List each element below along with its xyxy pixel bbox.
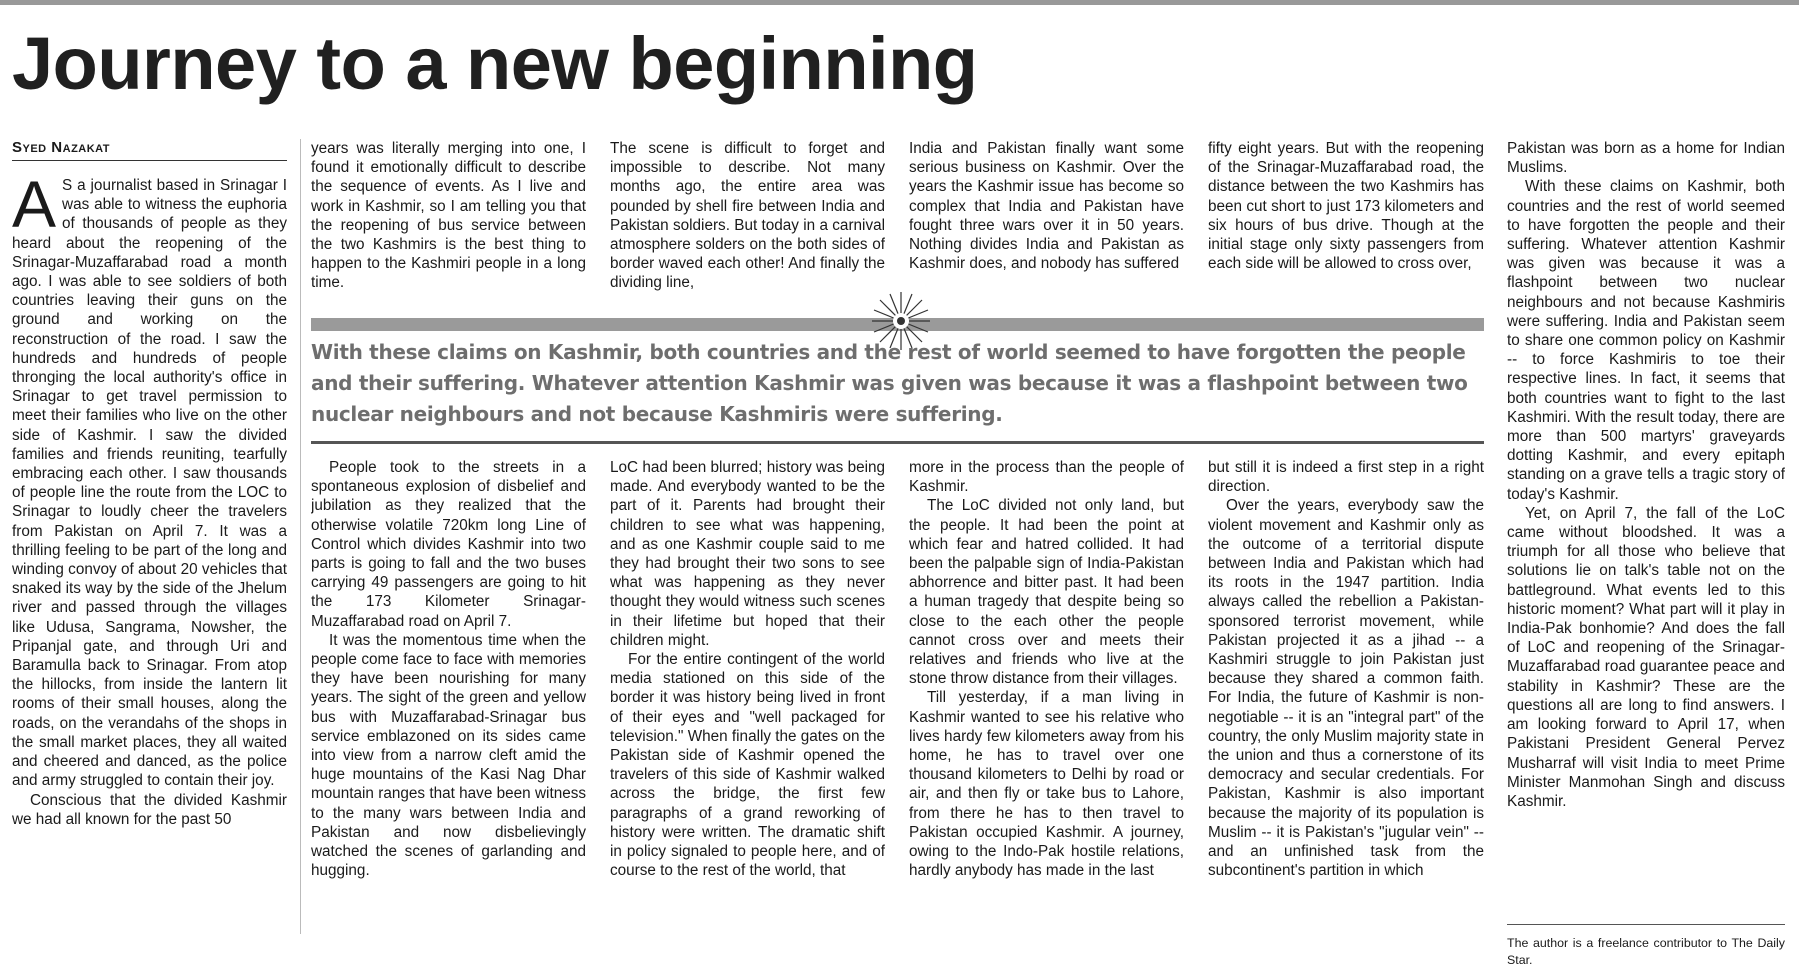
col6-paragraph-1: Pakistan was born as a home for Indian Muslims. [1507, 140, 1785, 177]
column-6 [1507, 139, 1785, 917]
byline-name: Syed Nazakat [12, 139, 111, 156]
byline [12, 139, 287, 161]
top-rule [0, 0, 1799, 5]
col4-paragraph-2: The LoC divided not only land, but the people. It had been the point at which fear and hatred collided. It had been the palpable sign of India-Pakistan abhorrence and bitter past. It had been a human tragedy that despite being so close to the each other the people cannot cross over and meets their relatives and friends who live at the stone throw distance from their villages. [909, 497, 1184, 688]
column-5-bottom [1208, 458, 1484, 928]
column-4-top [909, 139, 1184, 294]
col5-paragraph-1: but still it is indeed a first step in a right direction. [1208, 459, 1484, 496]
column-2-top [311, 139, 586, 294]
col1-paragraph-1 [12, 176, 287, 791]
col4-top-paragraph: India and Pakistan finally want some serious business on Kashmir. Over the years the Kashmir issue has become so complex that India and Pakistan have fought three wars over it in 50 years. Nothing divides India and Pakistan as Kashmir does, and nobody has suffered [909, 140, 1184, 273]
col4-paragraph-3: Till yesterday, if a man living in Kashmir wanted to see his relative who lives hardy few kilometers away from his home, he has to travel over one thousand kilometers to Delhi by road or air, and then fly or take bus to Lahore, from there he has to then travel to Pakistan occupied Kashmir. A journey, owing to the Indo-Pak hostile relations, hardly anybody has made in the last [909, 689, 1184, 880]
column-3-bottom [610, 458, 885, 928]
author-footnote: The author is a freelance contributor to The Daily Star. [1507, 936, 1785, 967]
headline: Journey to a new beginning [12, 22, 978, 105]
drop-cap: A [12, 176, 57, 241]
column-1 [12, 176, 287, 928]
col6-paragraph-3: Yet, on April 7, the fall of the LoC came without bloodshed. It was a triumph for all those who believe that solutions lie on talk's table not on the battleground. What events led to this historic moment? What part will it play in India-Pak bonhomie? And does the fall of LoC and reopening of the Srinagar-Muzaffarabad road guarantee peace and stability in Kashmir? These are the questions all are long to find answers. I am looking forward to April 17, when Pakistani President General Pervez Musharraf will visit India to meet Prime Minister Manmohan Singh and discuss Kashmir. [1507, 504, 1785, 810]
col3-paragraph-1: LoC had been blurred; history was being made. And everybody wanted to be the part of it. Parents had brought their children to see what was happening, and as one Kashmir couple said to me they had brought their two sons to see what was happening as they never thought they would witness such scenes in their lifetime but hoped that their children might. [610, 459, 885, 649]
column-4-bottom [909, 458, 1184, 928]
column-divider [300, 139, 301, 934]
col5-top-paragraph: fifty eight years. But with the reopening of the Srinagar-Muzaffarabad road, the distance between the two Kashmirs has been cut short to just 173 kilometers and six hours of bus drive. Though at the initial stage only sixty passengers from each side will be allowed to cross over, [1208, 140, 1484, 273]
pullquote: With these claims on Kashmir, both countries and the rest of world seemed to have forgotten the people and their suffering. Whatever attention Kashmir was given was because it was a flashpoint between two nuclear neighbours and not because Kashmiris were suffering. [311, 340, 1468, 426]
footnote-rule [1507, 924, 1785, 925]
col2-top-paragraph: years was literally merging into one, I found it emotionally difficult to describe the sequence of events. As I live and work in Kashmir, so I am telling you that the reopening of bus service between the two Kashmirs is the best thing to happen to the Kashmiri people in a long time. [311, 140, 586, 292]
col5-paragraph-2: Over the years, everybody saw the violent movement and Kashmir only as the outcome of a territorial dispute between India and Pakistan which had its roots in the 1947 partition. India always called the rebellion a Pakistan-sponsored terrorist movement, while Pakistan projected it as a jihad -- a Kashmiri struggle to join Pakistan just because they shared a common faith. For India, the future of Kashmir is non-negotiable -- it is an "integral part" of the country, the only Muslim majority state in the union and thus a cornerstone of its democracy and secular credentials. For Pakistan, Kashmir is also important because the majority of its population is Muslim -- it is Pakistan's "jugular vein" -- and an unfinished task from the subcontinent's partition in which [1208, 497, 1484, 880]
col3-paragraph-2: For the entire contingent of the world media stationed on this side of the border it was history being lived in front of their eyes and "well packaged for television." When finally the gates on the Pakistan side of Kashmir opened the travelers of this side of Kashmir walked across the bridge, the first few paragraphs of a grand reworking of history were written. The dramatic shift in policy signaled to people here, and of course to the rest of the world, that [610, 651, 885, 880]
column-5-top [1208, 139, 1484, 294]
col2-paragraph-1: People took to the streets in a spontaneous explosion of disbelief and jubilation as they realized that the otherwise volatile 720km long Line of Control which divides Kashmir into two parts is going to fall and the two buses carrying 49 passengers are going to hit the 173 Kilometer Srinagar-Muzaffarabad road on April 7. [311, 459, 586, 630]
col1-paragraph-1-text: S a journalist based in Srinagar I was able to witness the euphoria of thousands of people as they heard about the reopening of the Srinagar-Muzaffarabad road a month ago. I was able to see soldiers of both countries leaving their guns on the ground and working on the reconstruction of the road. I saw the hundreds and hundreds of people thronging the local authority's office in Srinagar to get travel permission to meet their families who live on the other side of Kashmir. I saw the divided families and friends reuniting, tearfully embracing each other. I saw thousands of people line the route from the LOC to Srinagar to loudly cheer the travelers from Pakistan on April 7. It was a thrilling feeling to be part of the long and winding convoy of about 20 vehicles that snaked its way by the side of the Jhelum river and passed through the villages like Udusa, Sangrama, Nowsher, the Pripanjal gate, and through Uri and Baramulla back to Srinagar. From atop the hillocks, from inside the lantern lit rooms of their small houses, along the roads, on the verandahs of the shops in the small market places, they all waited and cheered and danced, as the police and army struggled to contain their joy. [12, 177, 287, 790]
column-2-bottom [311, 458, 586, 928]
col1-paragraph-2: Conscious that the divided Kashmir we had all known for the past 50 [12, 791, 287, 828]
col3-top-paragraph: The scene is difficult to forget and impossible to describe. Not many months ago, the entire area was pounded by shell fire between India and Pakistan soldiers. But today in a carnival atmosphere solders on the both sides of border waved each other! And finally the dividing line, [610, 140, 885, 292]
pullquote-underline [311, 441, 1484, 444]
column-3-top [610, 139, 885, 294]
col6-paragraph-2: With these claims on Kashmir, both countries and the rest of world seemed to have forgotten the people and their suffering. Whatever attention Kashmir was given was because it was a flashpoint between two nuclear neighbours and not because Kashmiris were suffering. India and Pakistan seem to share one common policy on Kashmir -- to force Kashmiris to toe their respective lines. In fact, it seems that both countries want to fight to the last Kashmiri. With the result today, there are more than 500 martyrs' graveyards dotting Kashmir, and every epitaph standing on a grave tells a tragic story of today's Kashmir. [1507, 178, 1785, 503]
col4-paragraph-1: more in the process than the people of Kashmir. [909, 459, 1184, 496]
col2-paragraph-2: It was the momentous time when the people come face to face with memories they have been nourishing for many years. The sight of the green and yellow bus with Muzaffarabad-Srinagar bus service emblazoned on its sides came into view from a narrow cleft amid the huge mountains of the Kasi Nag Dhar mountain ranges that have been witness to the many wars between India and Pakistan and now disbelievingly watched the scenes of garlanding and hugging. [311, 631, 586, 880]
